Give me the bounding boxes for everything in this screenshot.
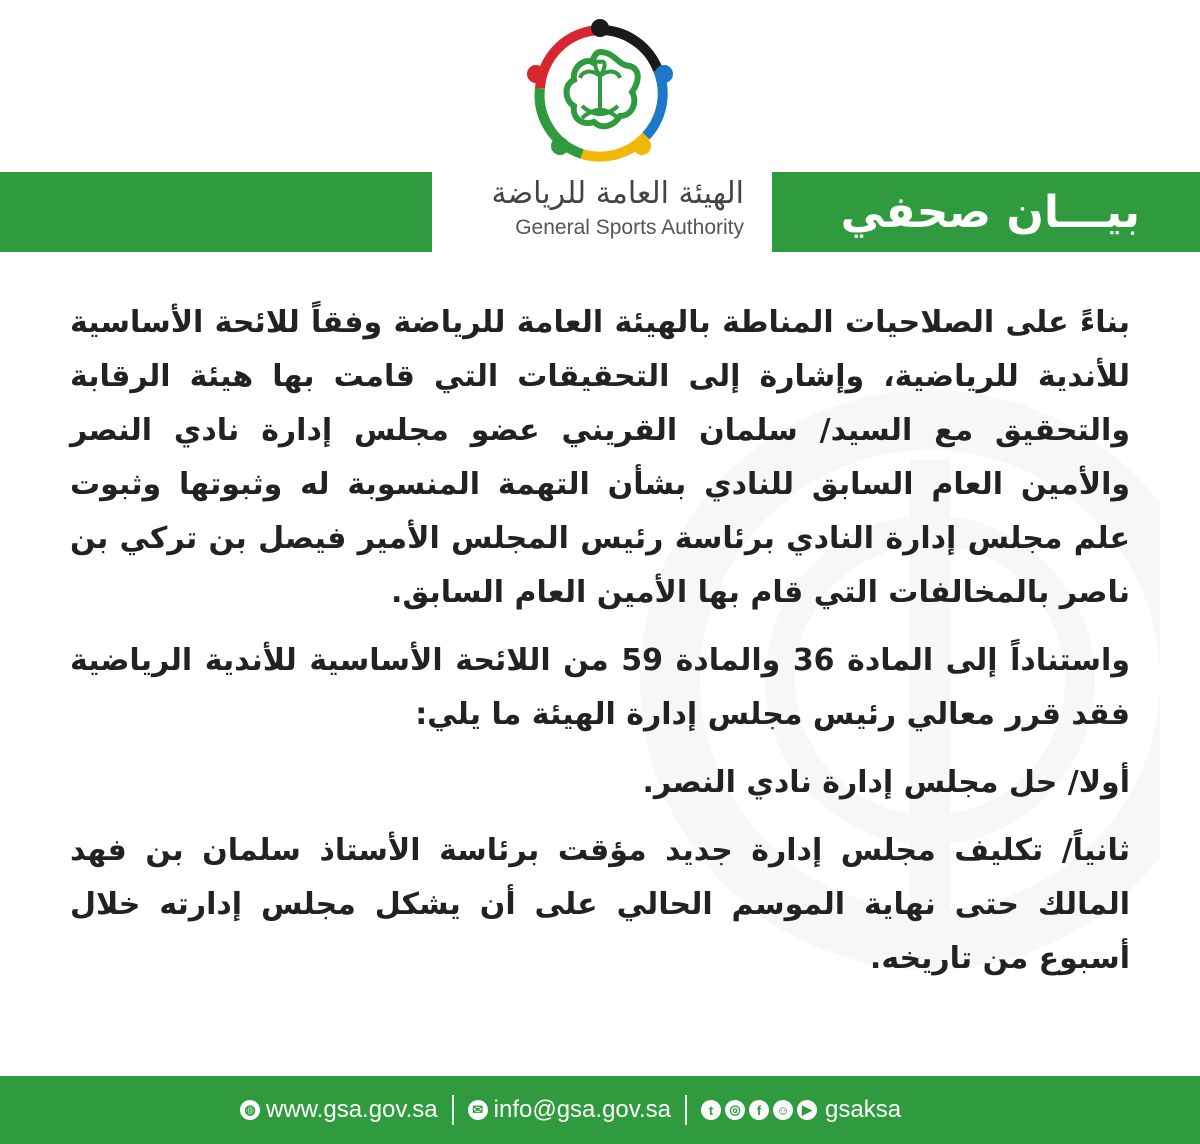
statement-body bbox=[70, 296, 1130, 1000]
email-icon: ✉ bbox=[468, 1100, 488, 1120]
org-name-arabic: الهيئة العامة للرياضة bbox=[491, 176, 744, 211]
footer-divider bbox=[685, 1095, 687, 1125]
paragraph-legal-basis: واستناداً إلى المادة 36 والمادة 59 من اللائحة الأساسية للأندية الرياضية فقد قرر معالي رئيس مجلس إدارة الهيئة ما يلي: bbox=[70, 643, 1130, 732]
social-handle[interactable]: gsaksa bbox=[825, 1096, 902, 1123]
paragraph-intro: بناءً على الصلاحيات المناطة بالهيئة العامة للرياضة وفقاً للائحة الأساسية للأندية للرياضية، وإشارة إلى التحقيقات التي قامت بها هيئة الرقابة والتحقيق مع السيد/ سلمان القريني عضو مجلس إدارة نادي النصر والأمين العام السابق للنادي بشأن التهمة المنسوبة له وثبوتها وثبوت علم مجلس إدارة النادي برئاسة رئيس المجلس الأمير فيصل بن تركي بن ناصر بالمخالفات التي قام بها الأمين العام السابق. bbox=[70, 305, 1130, 610]
paragraph-decision-second: ثانياً/ تكليف مجلس إدارة جديد مؤقت برئاسة الأستاذ سلمان بن فهد المالك حتى نهاية الموسم الحالي على أن يشكل مجلس إدارته خلال أسبوع من تاريخه. bbox=[70, 833, 1130, 976]
youtube-icon[interactable]: ▶ bbox=[797, 1100, 817, 1120]
instagram-icon[interactable]: ◎ bbox=[725, 1100, 745, 1120]
press-release-title: بيـــان صحفي bbox=[840, 187, 1140, 238]
logo-area bbox=[0, 0, 1200, 172]
twitter-icon[interactable]: t bbox=[701, 1100, 721, 1120]
email-link[interactable]: info@gsa.gov.sa bbox=[493, 1096, 671, 1123]
website-link[interactable]: www.gsa.gov.sa bbox=[266, 1096, 438, 1123]
facebook-icon[interactable]: f bbox=[749, 1100, 769, 1120]
globe-icon: ◍ bbox=[240, 1100, 260, 1120]
org-name-english: General Sports Authority bbox=[515, 216, 744, 239]
footer-divider bbox=[452, 1095, 454, 1125]
social-links bbox=[701, 1096, 901, 1124]
footer-contacts bbox=[240, 1092, 901, 1128]
paragraph-decision-first: أولا/ حل مجلس إدارة نادي النصر. bbox=[642, 765, 1130, 800]
snapchat-icon[interactable]: ☺ bbox=[773, 1100, 793, 1120]
gsa-logo bbox=[520, 18, 680, 168]
